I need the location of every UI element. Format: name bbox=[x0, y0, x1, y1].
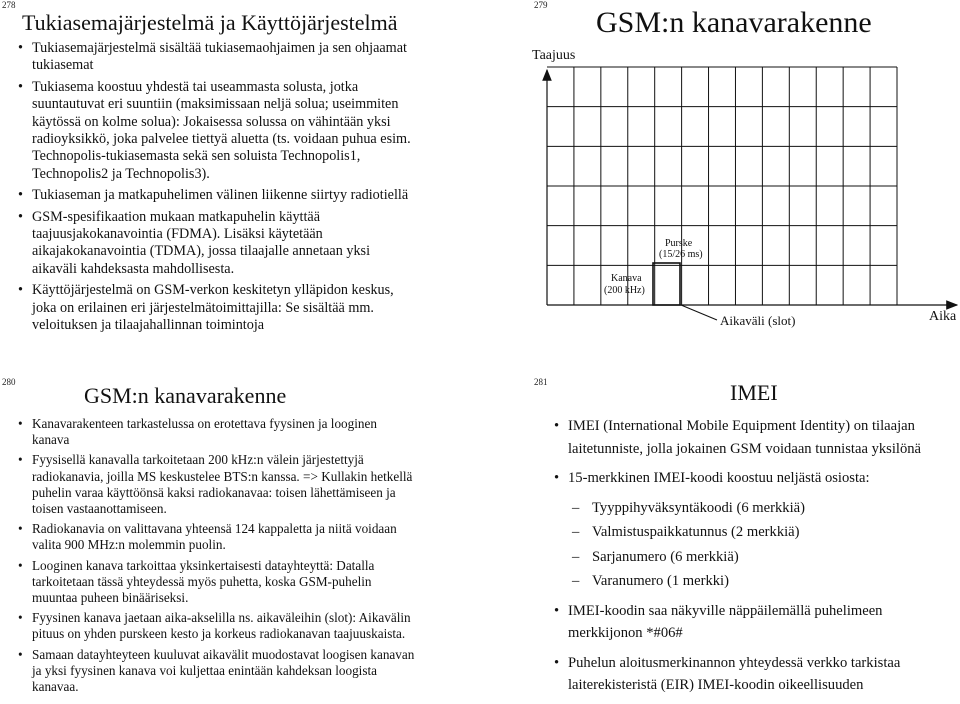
y-axis-label: Taajuus bbox=[532, 48, 576, 63]
page-title: GSM:n kanavarakenne bbox=[84, 383, 287, 408]
channel-bandwidth-label: (200 kHz) bbox=[604, 285, 645, 296]
x-axis-label: Aika bbox=[929, 309, 957, 324]
sub-list-item: – Tyyppihyväksyntäkoodi (6 merkkiä) bbox=[552, 497, 957, 520]
list-item: • Fyysinen kanava jaetaan aika-akselilla ns. aikaväleihin (slot): Aikavälin pituus on yhden purskeen kesto ja korkeus radiokanavan taajuuskaista. bbox=[16, 610, 416, 642]
list-item: • Käyttöjärjestelmä on GSM-verkon keskitetyn ylläpidon keskus, joka on erilainen eri järjestelmätoimittajilla: Se sisältää mm. veloituksen ja tilaajahallinnan toimintoja bbox=[16, 282, 416, 334]
burst-duration-label: (15/26 ms) bbox=[659, 249, 703, 260]
list-item: • Kanavarakenteen tarkastelussa on erotettava fyysinen ja looginen kanava bbox=[16, 416, 416, 448]
bullet-list bbox=[552, 415, 957, 704]
page-number: 279 bbox=[534, 0, 548, 10]
sub-list-item: – Sarjanumero (6 merkkiä) bbox=[552, 546, 957, 569]
list-item: • IMEI-koodin saa näkyville näppäilemällä puhelimeen merkkijonon *#06# bbox=[552, 600, 957, 645]
list-item: • Puhelun aloitusmerkinannon yhteydessä verkko tarkistaa laiterekisteristä (EIR) IMEI-koodin oikeellisuuden bbox=[552, 652, 957, 697]
timeslot-grid bbox=[547, 67, 897, 305]
list-item: • Tukiasema koostuu yhdestä tai useammasta solusta, jotka suuntautuvat eri suuntiin (maksimissaan neljä solua; useimmiten käytössä on kolme solua): Jokaisessa solussa on vähintään yksi radioyksikkö, joka palvelee tiettyä aluetta (ts. voidaan puhua esim. Technopolis-tukiasemasta sekä sen soluista Technopolis1, Technopolis2 ja Technopolis3). bbox=[16, 79, 416, 183]
sub-list-item: – Varanumero (1 merkki) bbox=[552, 570, 957, 593]
timeslot-pointer bbox=[681, 305, 717, 320]
page-title: Tukiasemajärjestelmä ja Käyttöjärjestelmä bbox=[22, 10, 398, 35]
page-number: 280 bbox=[2, 377, 16, 387]
list-item: • Samaan datayhteyteen kuuluvat aikavälit muodostavat loogisen kanavan ja yksi fyysinen kanava voi kuljettaa enintään kahdeksan loogista kanavaa. bbox=[16, 647, 416, 696]
channel-label: Kanava bbox=[611, 273, 642, 284]
list-item: • Tukiasemajärjestelmä sisältää tukiasemaohjaimen ja sen ohjaamat tukiasemat bbox=[16, 40, 416, 75]
list-item: • Tukiaseman ja matkapuhelimen välinen liikenne siirtyy radiotiellä bbox=[16, 187, 416, 204]
page-number: 278 bbox=[2, 0, 16, 10]
timeslot-label: Aikaväli (slot) bbox=[720, 313, 796, 328]
highlighted-timeslot bbox=[653, 263, 680, 305]
list-item: • IMEI (International Mobile Equipment Identity) on tilaajan laitetunniste, jolla jokainen GSM voidaan tunnistaa yksilönä bbox=[552, 415, 957, 460]
list-item: • GSM-spesifikaation mukaan matkapuhelin käyttää taajuusjakokanavointia (FDMA). Lisäksi käytetään aikajakokanavointia (TDMA), jossa tilaajalle annetaan yksi aikaväli kahdeksasta mahdollisesta. bbox=[16, 209, 416, 279]
burst-label: Purske bbox=[665, 238, 693, 249]
list-item: • Radiokanavia on valittavana yhteensä 124 kappaletta ja niitä voidaan valita 900 MHz:n molemmin puolin. bbox=[16, 521, 416, 553]
list-item: • Fyysisellä kanavalla tarkoitetaan 200 kHz:n välein järjestettyjä radiokanavia, joilla MS keskustelee BTS:n kanssa. => Kullakin hetkellä puhelin varaa käyttöönsä kaksi radiokanavaa: toisen lähettämiseen ja toisen vastaanottamiseen. bbox=[16, 452, 416, 517]
page-title: IMEI bbox=[730, 380, 778, 405]
page-number: 281 bbox=[534, 377, 548, 387]
bullet-list bbox=[16, 416, 416, 699]
list-item: • 15-merkkinen IMEI-koodi koostuu neljästä osiosta: bbox=[552, 467, 957, 490]
sub-list-item: – Valmistuspaikkatunnus (2 merkkiä) bbox=[552, 521, 957, 544]
page-title: GSM:n kanavarakenne bbox=[596, 6, 872, 39]
list-item: • Looginen kanava tarkoittaa yksinkertaisesti datayhteyttä: Datalla tarkoitetaan tässä yhteydessä myös puhetta, koska GSM-puhelin muuntaa puheen binääriseksi. bbox=[16, 558, 416, 607]
